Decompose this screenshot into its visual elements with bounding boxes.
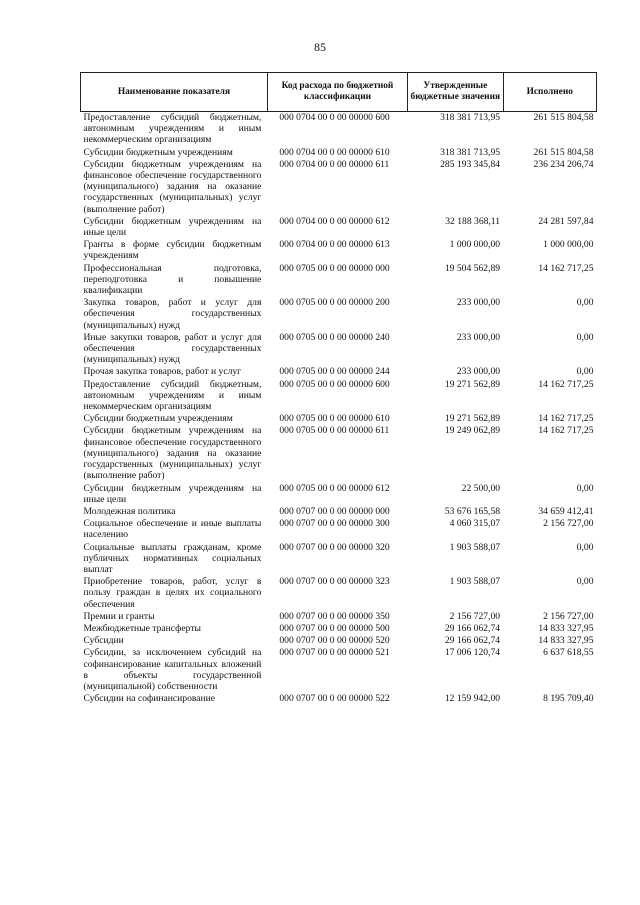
table-row [81, 297, 597, 332]
table-row [81, 379, 597, 414]
row-expense-code: 000 0705 00 0 00 00000 600 [279, 378, 390, 390]
row-indicator-name: Субсидии бюджетным учреждениям на иные цели [83, 215, 262, 239]
table-row [81, 611, 597, 623]
row-executed-value: 14 162 717,25 [538, 425, 594, 437]
table-row [81, 518, 597, 541]
row-indicator-name: Закупка товаров, работ и услуг для обеспечения государственных (муниципальных) нужд [83, 297, 262, 331]
row-indicator-name: Социальные выплаты гражданам, кроме публичных нормативных социальных выплат [83, 541, 262, 575]
row-indicator-name: Субсидии бюджетным учреждениям на иные цели [83, 482, 262, 505]
row-expense-code: 000 0705 00 0 00 00000 611 [279, 425, 390, 437]
row-indicator-name: Иные закупки товаров, работ и услуг для обеспечения государственных (муниципальных) нужд [83, 331, 262, 366]
table-row [81, 332, 597, 367]
header-indicator-name: Наименование показателя [81, 73, 268, 112]
row-expense-code: 000 0707 00 0 00 00000 000 [279, 505, 390, 517]
row-approved-value: 17 006 120,74 [444, 647, 501, 659]
row-indicator-name: Профессиональная подготовка, переподготовка и повышение квалификации [83, 262, 262, 297]
table-row [81, 147, 597, 159]
row-executed-value: 1 000 000,00 [543, 239, 594, 251]
table-body [81, 112, 597, 706]
row-executed-value: 261 515 804,58 [533, 112, 594, 123]
table-row [81, 623, 597, 635]
row-expense-code: 000 0704 00 0 00 00000 600 [279, 112, 390, 123]
row-expense-code: 000 0704 00 0 00 00000 610 [279, 146, 390, 158]
row-approved-value: 19 504 562,89 [444, 262, 501, 274]
row-expense-code: 000 0707 00 0 00 00000 320 [279, 541, 390, 553]
row-indicator-name: Предоставление субсидий бюджетным, автономным учреждениям и иным некоммерческим организациям [83, 378, 262, 413]
row-approved-value: 29 166 062,74 [444, 635, 501, 647]
row-executed-value: 14 162 717,25 [538, 262, 594, 274]
table-row [81, 263, 597, 298]
row-indicator-name: Субсидии [83, 635, 124, 647]
row-executed-value: 236 234 206,74 [533, 158, 594, 170]
row-expense-code: 000 0707 00 0 00 00000 522 [279, 693, 390, 705]
row-expense-code: 000 0704 00 0 00 00000 611 [279, 158, 390, 170]
row-executed-value: 34 659 412,41 [538, 505, 594, 517]
row-executed-value: 24 281 597,84 [538, 215, 594, 227]
row-indicator-name: Субсидии, за исключением субсидий на софинансирование капитальных вложений в объекты государственной (муниципальной) собственности [83, 647, 262, 692]
row-indicator-name: Субсидии на софинансирование [83, 693, 216, 705]
header-executed: Исполнено [503, 73, 596, 112]
table-row [81, 239, 597, 262]
budget-execution-table [80, 72, 597, 705]
row-indicator-name: Субсидии бюджетным учреждениям на финансовое обеспечение государственного (муниципального) задания на оказание государственных (муниципальных) услуг (выполнение работ) [83, 425, 262, 482]
row-indicator-name: Субсидии бюджетным учреждениям на финансовое обеспечение государственного (муниципального) задания на оказание государственных (муниципальных) услуг (выполнение работ) [83, 158, 262, 215]
row-approved-value: 32 188 368,11 [445, 215, 501, 227]
row-executed-value: 0,00 [576, 482, 594, 494]
row-approved-value: 29 166 062,74 [444, 622, 501, 634]
row-executed-value: 0,00 [576, 576, 594, 588]
row-expense-code: 000 0707 00 0 00 00000 300 [279, 518, 390, 530]
row-approved-value: 285 193 345,84 [440, 158, 501, 170]
row-expense-code: 000 0705 00 0 00 00000 240 [279, 331, 390, 343]
row-expense-code: 000 0704 00 0 00 00000 613 [279, 239, 390, 251]
table-row [81, 366, 597, 378]
row-indicator-name: Гранты в форме субсидии бюджетным учреждениям [83, 239, 262, 262]
row-executed-value: 14 833 327,95 [538, 635, 594, 647]
table-row [81, 483, 597, 506]
header-approved-values: Утвержденные бюджетные значения [408, 73, 504, 112]
page-number: 85 [314, 40, 326, 54]
row-approved-value: 19 249 062,89 [444, 425, 501, 437]
row-indicator-name: Межбюджетные трансферты [83, 622, 201, 634]
row-executed-value: 14 833 327,95 [538, 622, 594, 634]
header-expense-code: Код расхода по бюджетной классификации [267, 73, 407, 112]
row-expense-code: 000 0705 00 0 00 00000 200 [279, 297, 390, 309]
row-expense-code: 000 0705 00 0 00 00000 244 [279, 366, 390, 378]
row-expense-code: 000 0705 00 0 00 00000 610 [279, 413, 390, 425]
row-executed-value: 261 515 804,58 [533, 146, 594, 158]
row-expense-code: 000 0707 00 0 00 00000 520 [279, 635, 390, 647]
row-expense-code: 000 0707 00 0 00 00000 323 [279, 576, 390, 588]
row-approved-value: 22 500,00 [461, 482, 501, 494]
row-approved-value: 2 156 727,00 [449, 610, 501, 622]
row-expense-code: 000 0705 00 0 00 00000 000 [279, 262, 390, 274]
row-indicator-name: Субсидии бюджетным учреждениям [83, 146, 233, 158]
row-expense-code: 000 0704 00 0 00 00000 612 [279, 215, 390, 227]
row-approved-value: 19 271 562,89 [444, 413, 501, 425]
table-row [81, 506, 597, 518]
row-executed-value: 0,00 [576, 541, 594, 553]
row-indicator-name: Премии и гранты [83, 610, 155, 622]
table-row [81, 159, 597, 216]
row-approved-value: 19 271 562,89 [444, 378, 501, 390]
row-approved-value: 1 903 588,07 [449, 541, 501, 553]
table-row [81, 425, 597, 482]
table-row [81, 542, 597, 577]
row-approved-value: 233 000,00 [456, 297, 501, 309]
table-row [81, 576, 597, 611]
row-executed-value: 14 162 717,25 [538, 378, 594, 390]
row-executed-value: 2 156 727,00 [543, 518, 594, 530]
row-approved-value: 4 060 315,07 [449, 518, 501, 530]
row-executed-value: 0,00 [576, 331, 594, 343]
row-expense-code: 000 0707 00 0 00 00000 500 [279, 622, 390, 634]
table-row [81, 693, 597, 705]
table-row [81, 647, 597, 693]
table-header-row [81, 73, 597, 112]
row-indicator-name: Молодежная политика [83, 505, 176, 517]
row-approved-value: 12 159 942,00 [444, 693, 501, 705]
row-approved-value: 233 000,00 [456, 366, 501, 378]
row-indicator-name: Социальное обеспечение и иные выплаты населению [83, 518, 262, 541]
row-executed-value: 0,00 [576, 366, 594, 378]
table-row [81, 635, 597, 647]
table-row [81, 216, 597, 239]
row-executed-value: 6 637 618,55 [543, 647, 594, 659]
row-expense-code: 000 0707 00 0 00 00000 521 [279, 647, 390, 659]
row-indicator-name: Субсидии бюджетным учреждениям [83, 413, 233, 425]
row-approved-value: 53 676 165,58 [444, 505, 501, 517]
row-indicator-name: Прочая закупка товаров, работ и услуг [83, 366, 242, 378]
row-approved-value: 1 000 000,00 [449, 239, 501, 251]
row-expense-code: 000 0705 00 0 00 00000 612 [279, 482, 390, 494]
row-approved-value: 318 381 713,95 [440, 112, 501, 123]
row-approved-value: 1 903 588,07 [449, 576, 501, 588]
row-executed-value: 0,00 [576, 297, 594, 309]
table-row [81, 413, 597, 425]
row-indicator-name: Приобретение товаров, работ, услуг в пользу граждан в целях их социального обеспечения [83, 576, 262, 610]
table-row [81, 112, 597, 147]
row-executed-value: 14 162 717,25 [538, 413, 594, 425]
row-executed-value: 2 156 727,00 [543, 610, 594, 622]
row-executed-value: 8 195 709,40 [543, 693, 594, 705]
row-indicator-name: Предоставление субсидий бюджетным, автономным учреждениям и иным некоммерческим организациям [83, 112, 262, 146]
row-expense-code: 000 0707 00 0 00 00000 350 [279, 610, 390, 622]
row-approved-value: 318 381 713,95 [440, 146, 501, 158]
row-approved-value: 233 000,00 [456, 331, 501, 343]
